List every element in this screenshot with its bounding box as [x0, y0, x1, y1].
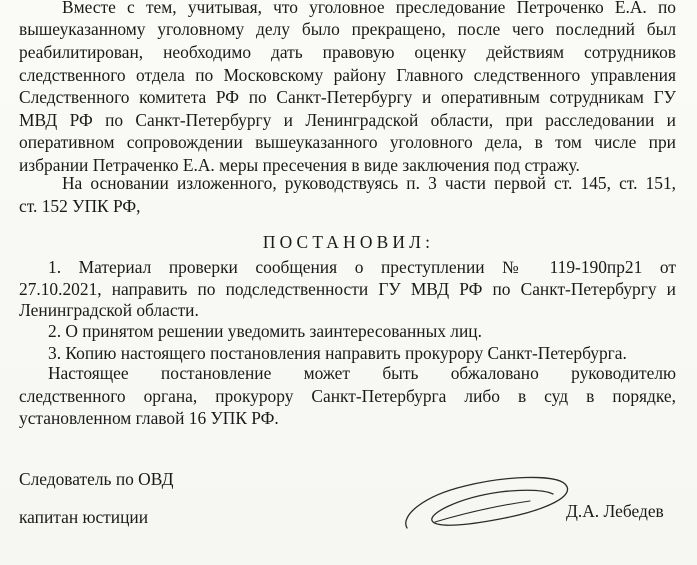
appeal-line: Настоящее постановление может быть обжаловано руководителю [48, 363, 676, 383]
paragraph1-line: вышеуказанному уголовному делу было прекращено, после чего последний был [19, 19, 676, 39]
item2-line: 2. О принятом решении уведомить заинтересованных лиц. [48, 321, 482, 341]
signatory-rank: капитан юстиции [19, 507, 149, 527]
appeal-line: следственного органа, прокурору Санкт-Петербурга либо в суд в порядке, [19, 386, 676, 406]
handwritten-signature [395, 468, 580, 538]
paragraph1-line: Следственного комитета РФ по Санкт-Петербургу и оперативным сотрудникам ГУ [19, 87, 676, 107]
paragraph2-line: ст. 152 УПК РФ, [19, 196, 141, 216]
signatory-position: Следователь по ОВД [19, 469, 174, 489]
signatory-name: Д.А. Лебедев [566, 501, 664, 521]
resolution-heading: ПОСТАНОВИЛ: [262, 232, 435, 252]
item3-line: 3. Копию настоящего постановления направить прокурору Санкт-Петербурга. [48, 343, 627, 363]
paragraph1-line: Вместе с тем, учитывая, что уголовное преследование Петроченко Е.А. по [62, 0, 676, 17]
paragraph1-line: оперативном сопровождении вышеуказанного уголовного дела, в том числе при [19, 132, 676, 152]
appeal-line: установленном главой 16 УПК РФ. [19, 408, 279, 428]
paragraph1-line: следственного отдела по Московскому району Главного следственного управления [19, 65, 676, 85]
paragraph2-line: На основании изложенного, руководствуясь п. 3 части первой ст. 145, ст. 151, [62, 173, 676, 193]
item1-line: 1. Материал проверки сообщения о преступлении № 119-190пр21 от [48, 257, 676, 277]
paragraph1-line: избрании Петраченко Е.А. меры пресечения в виде заключения под стражу. [19, 155, 580, 175]
item1-line: 27.10.2021, направить по подследственности ГУ МВД РФ по Санкт-Петербургу и [19, 279, 676, 299]
item1-line: Ленинградской области. [19, 300, 199, 320]
paragraph1-line: реабилитирован, необходимо дать правовую оценку действиям сотрудников [19, 42, 676, 62]
paragraph1-line: МВД РФ по Санкт-Петербургу и Ленинградской области, при расследовании и [19, 110, 676, 130]
